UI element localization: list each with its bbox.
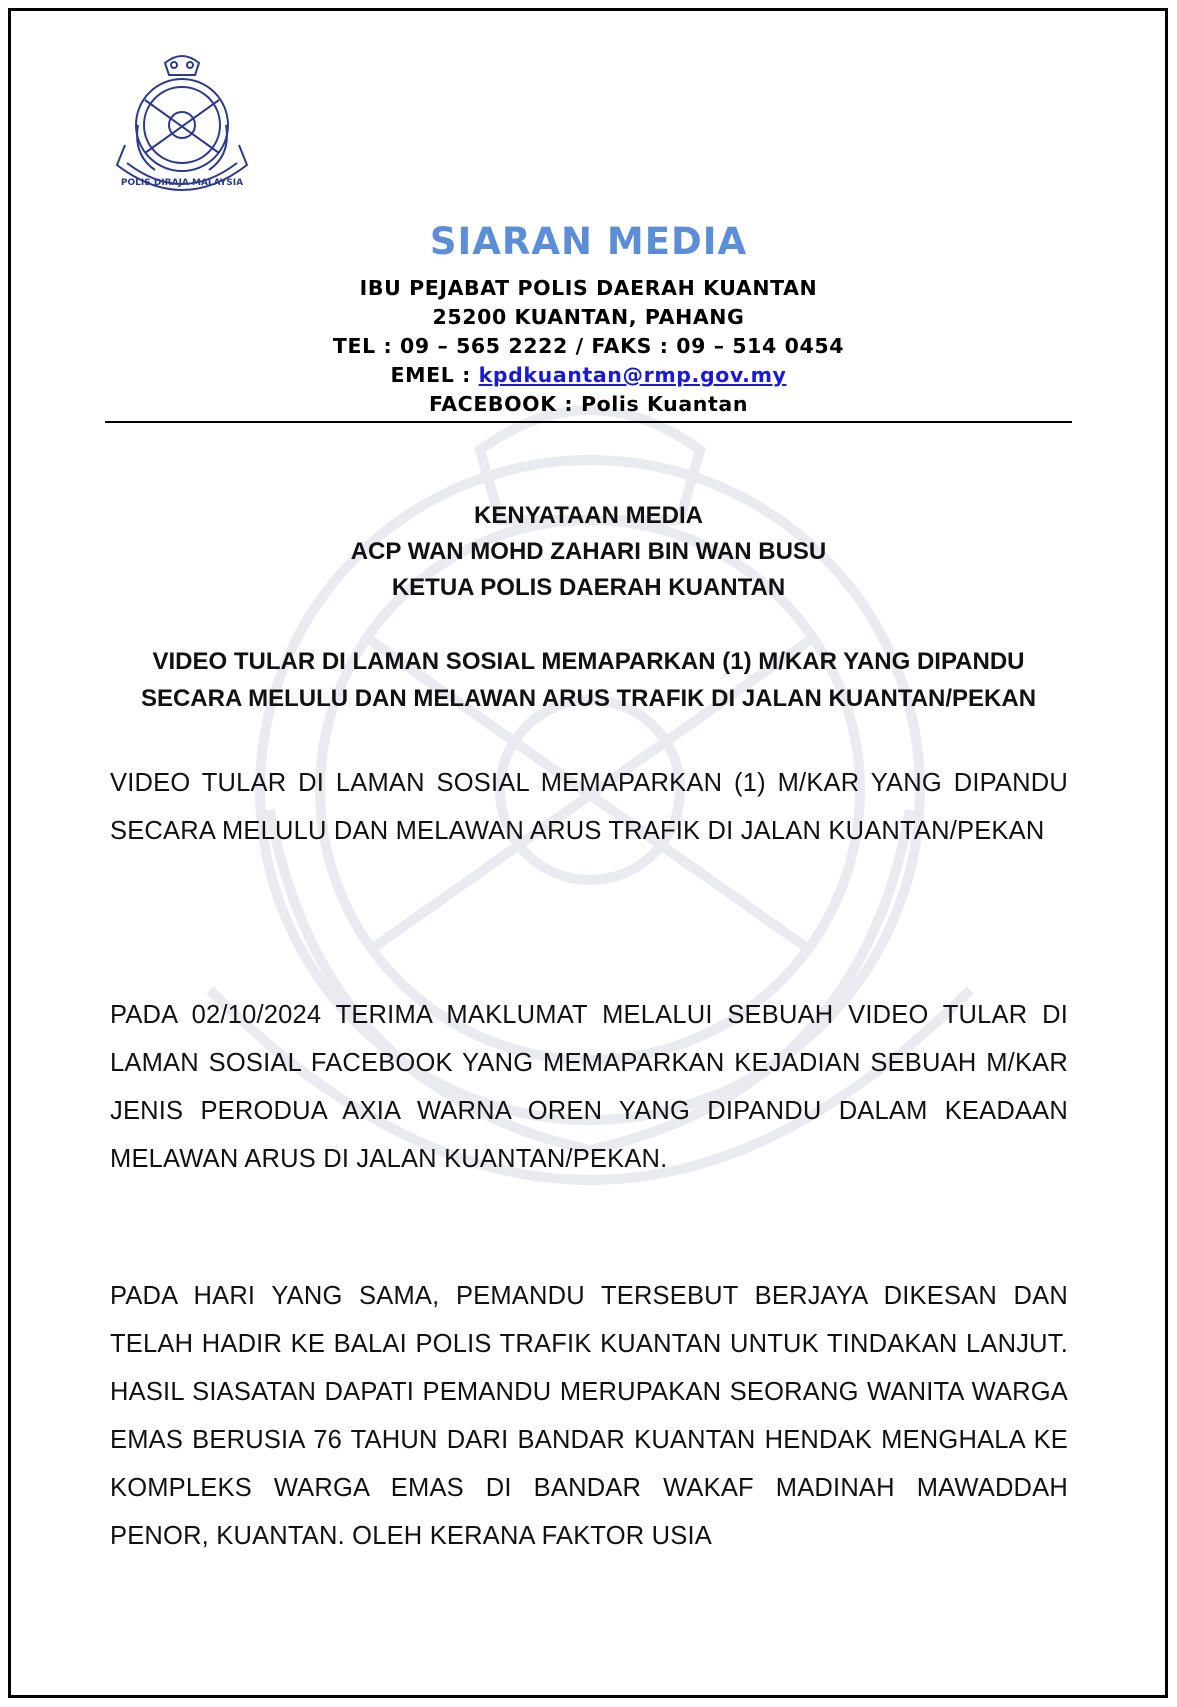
officer-position: KETUA POLIS DAERAH KUANTAN bbox=[391, 574, 786, 601]
polis-crest-logo bbox=[105, 45, 260, 205]
body-paragraph-2: PADA 02/10/2024 TERIMA MAKLUMAT MELALUI SEBUAH VIDEO TULAR DI LAMAN SOSIAL FACEBOOK YANG MEMAPARKAN KEJADIAN SEBUAH M/KAR JENIS PERODUA AXIA WARNA OREN YANG DIPANDU DALAM KEADAAN MELAWAN ARUS DI JALAN KUANTAN/PEKAN. bbox=[110, 1001, 1068, 1173]
body-paragraph-1: VIDEO TULAR DI LAMAN SOSIAL MEMAPARKAN (1) M/KAR YANG DIPANDU SECARA MELULU DAN MELAWAN ARUS TRAFIK DI JALAN KUANTAN/PEKAN bbox=[110, 769, 1068, 845]
statement-block bbox=[0, 498, 1177, 606]
body-paragraph-3: PADA HARI YANG SAMA, PEMANDU TERSEBUT BERJAYA DIKESAN DAN TELAH HADIR KE BALAI POLIS TRAFIK KUANTAN UNTUK TINDAKAN LANJUT. HASIL SIASATAN DAPATI PEMANDU MERUPAKAN SEORANG WANITA WARGA EMAS BERUSIA 76 TAHUN DARI BANDAR KUANTAN HENDAK MENGHALA KE KOMPLEKS WARGA EMAS DI BANDAR WAKAF MADINAH MAWADDAH PENOR, KUANTAN. OLEH KERANA FAKTOR USIA bbox=[110, 1282, 1068, 1550]
subject-line-2: SECARA MELULU DAN MELAWAN ARUS TRAFIK DI JALAN KUANTAN/PEKAN bbox=[140, 685, 1037, 712]
letterhead bbox=[0, 220, 1177, 419]
header-divider bbox=[105, 421, 1072, 423]
office-address: 25200 KUANTAN, PAHANG bbox=[432, 305, 745, 329]
email-label: EMEL : bbox=[390, 363, 471, 387]
tel-fax: TEL : 09 – 565 2222 / FAKS : 09 – 514 0454 bbox=[332, 334, 845, 358]
email-link[interactable]: kpdkuantan@rmp.gov.my bbox=[478, 363, 787, 387]
page-title: SIARAN MEDIA bbox=[429, 220, 748, 263]
officer-name: ACP WAN MOHD ZAHARI BIN WAN BUSU bbox=[350, 538, 827, 565]
facebook-line: FACEBOOK : Polis Kuantan bbox=[428, 392, 749, 416]
subject-heading bbox=[90, 643, 1087, 717]
crest-ring-text: POLIS DIRAJA MALAYSIA bbox=[120, 178, 244, 188]
subject-line-1: VIDEO TULAR DI LAMAN SOSIAL MEMAPARKAN (1) M/KAR YANG DIPANDU bbox=[152, 648, 1025, 675]
office-name: IBU PEJABAT POLIS DAERAH KUANTAN bbox=[359, 276, 818, 300]
statement-heading: KENYATAAN MEDIA bbox=[474, 502, 703, 529]
email-line bbox=[0, 361, 1177, 390]
